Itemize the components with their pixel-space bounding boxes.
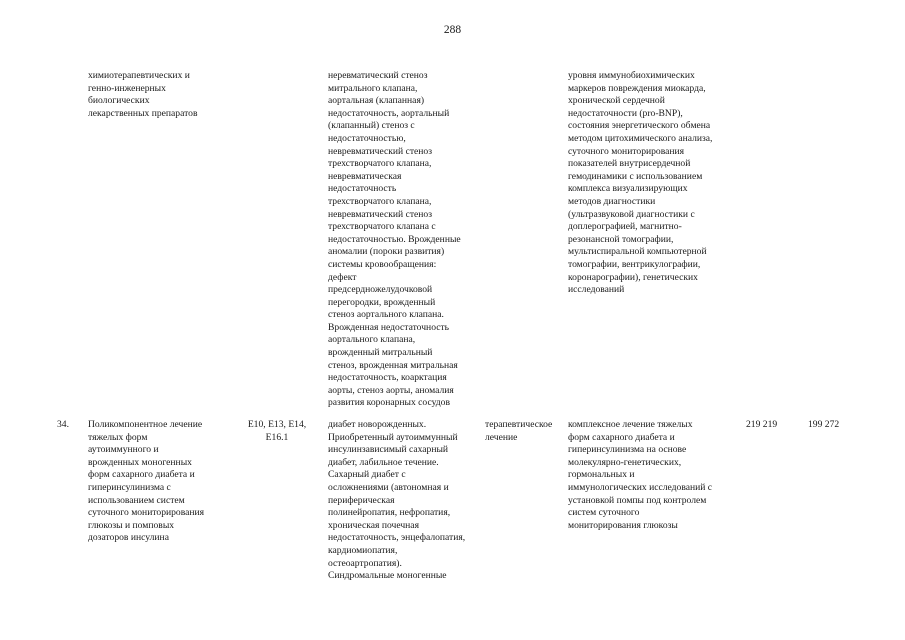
cost-norm-2-cell: 199 272	[808, 419, 840, 430]
patient-model-cell: неревматический стеноз митрального клапана, аортальная (клапанная) недостаточность, аортальный (клапанный) стеноз с недостаточностью, невревматический стеноз трехстворчатого клапана, невревматическая недостаточность трехстворчатого клапана, невревматический стеноз трехстворчатого клапана с недостаточностью. Врожденные аномалии (пороки развития) системы кровообращения: дефект предсердножелудочковой перегородки, врожденный стеноз аортального клапана. Врожденная недостаточность аортального клапана, врожденный митральный стеноз, врожденная митральная недостаточность, коарктация аорты, стеноз аорты, аномалия развития коронарных сосудов	[328, 70, 461, 409]
icd-codes-cell: E10, E13, E14, E16.1	[247, 419, 307, 443]
treatment-method-cell: уровня иммунобиохимических маркеров повреждения миокарда, хронической сердечной недостаточности (pro-BNP), состояния энергетического обмена методом цитохимического анализа, суточного мониторирования показателей внутрисердечной гемодинамики с использованием комплекса визуализирующих методов диагностики (ультразвуковой диагностики с доплерографией, магнитно- резонансной томографии, мультиспиральной компьютерной томографии, вентрикулографии, коронарографии), генетических исследований	[568, 70, 713, 296]
page-number: 288	[443, 24, 462, 36]
patient-model-cell: диабет новорожденных. Приобретенный аутоиммунный инсулинзависимый сахарный диабет, лабильное течение. Сахарный диабет с осложнениями (автономная и периферическая полинейропатия, нефропатия, хроническая почечная недостаточность, энцефалопатия, кардиомиопатия, остеоартропатия). Синдромальные моногенные	[328, 419, 466, 582]
method-name-cell: Поликомпонентное лечение тяжелых форм аутоиммунного и врожденных моногенных форм сахарного диабета и гиперинсулинизма с использованием систем суточного мониторирования глюкозы и помповых дозаторов инсулина	[88, 419, 205, 544]
method-name-cell: химиотерапевтических и генно-инженерных биологических лекарственных препаратов	[88, 70, 198, 119]
treatment-type-cell: терапевтическое лечение	[485, 419, 553, 443]
cost-norm-1-cell: 219 219	[746, 419, 778, 430]
treatment-method-cell: комплексное лечение тяжелых форм сахарного диабета и гиперинсулинизма на основе молекулярно-генетических, гормональных и иммунологических исследований с установкой помпы под контролем систем суточного мониторирования глюкозы	[568, 419, 713, 531]
row-number-cell: 34.	[57, 419, 69, 430]
